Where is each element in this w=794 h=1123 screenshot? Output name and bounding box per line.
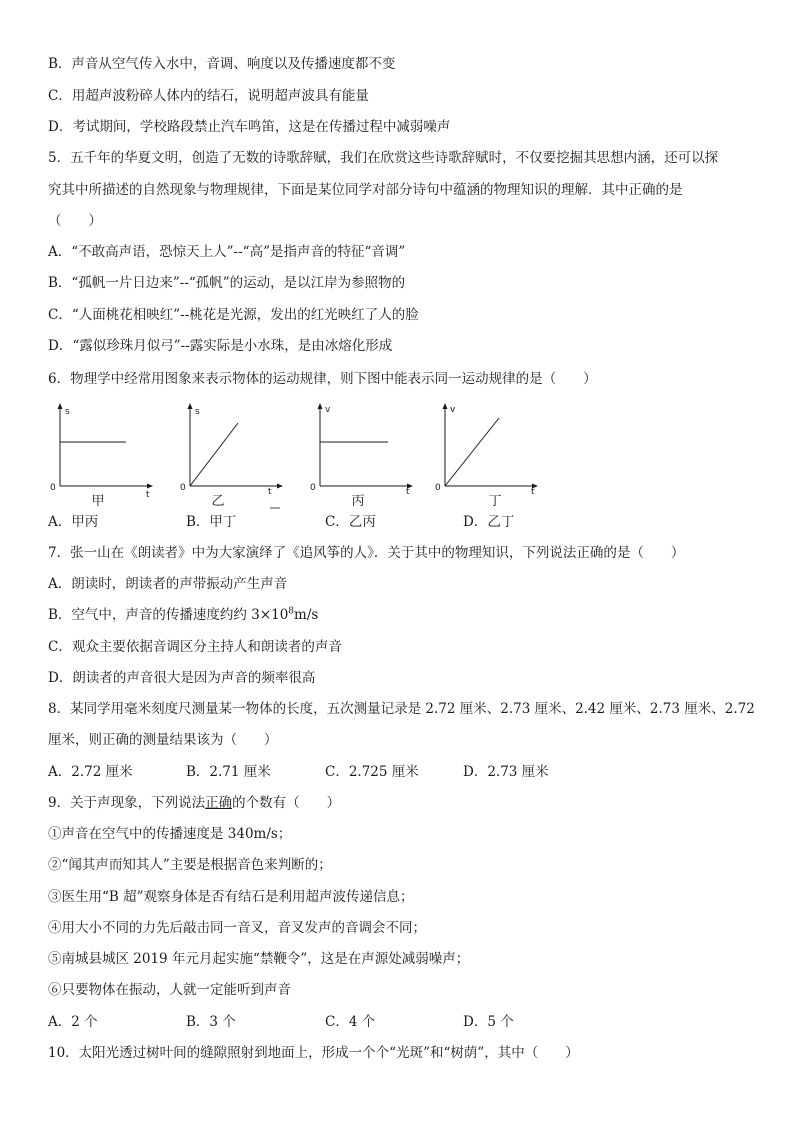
y-arrow [58,403,63,409]
q7-option-d: D．朗读者的声音很大是因为声音的频率很高 [48,670,316,686]
q7-option-b-exponent: 8 [288,606,295,617]
q4-option-d: D．考试期间，学校路段禁止汽车鸣笛，这是在传播过程中减弱噪声 [48,119,451,135]
graph-yi [170,398,290,508]
q8-option-c: C．2.725 厘米 [325,764,419,780]
q9-stem-text: 9．关于声现象，下列说法 [48,795,206,811]
y-arrow [443,403,448,409]
q5-stem-line1: 5．五千年的华夏文明，创造了无数的诗歌辞赋，我们在欣赏这些诗歌辞赋时，不仅要挖掘其思想内涵，还可以探 [48,150,719,166]
q9-item-4: ④用大小不同的力先后敲击同一音叉，音叉发声的音调会不同； [48,920,426,936]
y-arrow [318,403,323,409]
graph-jia-origin: 0 [50,483,56,493]
q9-stem [48,793,340,813]
q7-option-a: A．朗读时，朗读者的声带振动产生声音 [48,576,288,592]
q9-option-d: D．5 个 [463,1014,514,1030]
graph-yi-x-label: t [268,487,272,497]
q10-stem: 10．太阳光透过树叶间的缝隙照射到地面上，形成一个个“光斑”和“树荫”，其中（ ） [48,1045,579,1061]
q9-item-6: ⑥只要物体在振动，人就一定能听到声音 [48,982,291,998]
y-arrow [188,403,193,409]
graph-yi-y-label: s [195,407,200,417]
q4-option-c: C．用超声波粉碎人体内的结石，说明超声波具有能量 [48,88,369,104]
graph-jia-x-label: t [146,490,150,500]
q9-item-5: ⑤南城县城区 2019 年元月起实施“禁鞭令”，这是在声源处减弱噪声； [48,951,470,967]
x-arrow [277,484,283,489]
q8-option-a: A．2.72 厘米 [48,764,133,780]
q5-option-b: B．“孤帆一片日边来”--“孤帆”的运动，是以江岸为参照物的 [48,275,406,291]
q9-item-2: ②“闻其声而知其人”主要是根据音色来判断的； [48,857,332,873]
q8-option-d: D．2.73 厘米 [463,764,549,780]
q8-stem-line2: 厘米，则正确的测量结果该为（ ） [48,732,278,748]
q7-option-b-unit: m/s [294,607,319,623]
q8-stem-line1: 8．某同学用毫米刻度尺测量某一物体的长度，五次测量记录是 2.72 厘米、2.73 厘米、2.42 厘米、2.73 厘米、2.72 [48,701,755,717]
graph-ding-line [445,418,499,486]
q6-option-b: B．甲丁 [186,514,237,530]
q5-option-c: C．“人面桃花相映红”--桃花是光源，发出的红光映红了人的脸 [48,307,419,323]
q9-item-1: ①声音在空气中的传播速度是 340m/s； [48,826,292,842]
graph-jia [40,398,160,508]
q9-item-3: ③医生用“B 超”观察身体是否有结石是利用超声波传递信息； [48,889,414,905]
x-arrow [147,484,153,489]
graph-ding [425,398,545,508]
graph-ding-origin: 0 [435,483,441,493]
q9-stem-underlined: 正确 [205,795,233,811]
graph-bing [300,398,420,508]
graph-ding-plot [425,398,545,498]
q5-answer-paren: （ ） [48,213,102,229]
q6-option-c: C．乙丙 [325,514,376,530]
q6-option-d: D．乙丁 [463,514,515,530]
graph-yi-origin: 0 [180,483,186,493]
graph-bing-name: 丙 [351,494,365,509]
q6-graphs [40,398,560,508]
graph-yi-plot [170,398,290,498]
graph-jia-y-label: s [65,407,70,417]
graph-yi-line [190,423,238,486]
q6-stem: 6．物理学中经常用图象来表示物体的运动规律，则下图中能表示同一运动规律的是（ ） [48,371,597,387]
graph-ding-x-label: t [531,487,535,497]
q7-option-b [48,605,318,625]
q7-stem: 7．张一山在《朗读者》中为大家演绎了《追风筝的人》．关于其中的物理知识，下列说法正确的是（ ） [48,545,685,561]
q6-option-a: A．甲丙 [48,514,99,530]
q7-option-c: C．观众主要依据音调区分主持人和朗读者的声音 [48,639,342,655]
graph-yi-name: 乙 [211,494,225,509]
q9-stem-tail: 的个数有（ ） [232,795,341,811]
graph-jia-plot [40,398,160,498]
graph-bing-plot [300,398,420,498]
q7-option-b-text: B．空气中，声音的传播速度约约 3×10 [48,607,289,623]
q9-option-b: B．3 个 [186,1014,236,1030]
graph-bing-origin: 0 [310,483,316,493]
q8-option-b: B．2.71 厘米 [186,764,271,780]
q9-option-c: C．4 个 [325,1014,376,1030]
q5-option-a: A．“不敢高声语，恐惊天上人”--“高”是指声音的特征“音调” [48,244,406,260]
q9-option-a: A．2 个 [48,1014,98,1030]
q4-option-b: B．声音从空气传入水中，音调、响度以及传播速度都不变 [48,56,396,72]
graph-bing-y-label: v [325,405,331,415]
graph-bing-x-label: t [406,487,410,497]
q5-stem-line2: 究其中所描述的自然现象与物理规律，下面是某位同学对部分诗句中蕴涵的物理知识的理解．其中正确的是 [48,182,683,198]
q5-option-d: D．“露似珍珠月似弓”--露实际是小水珠，是由冰熔化形成 [48,338,393,354]
graph-ding-y-label: v [450,405,456,415]
graph-jia-name: 甲 [91,494,105,509]
graph-ding-name: 丁 [488,494,502,509]
